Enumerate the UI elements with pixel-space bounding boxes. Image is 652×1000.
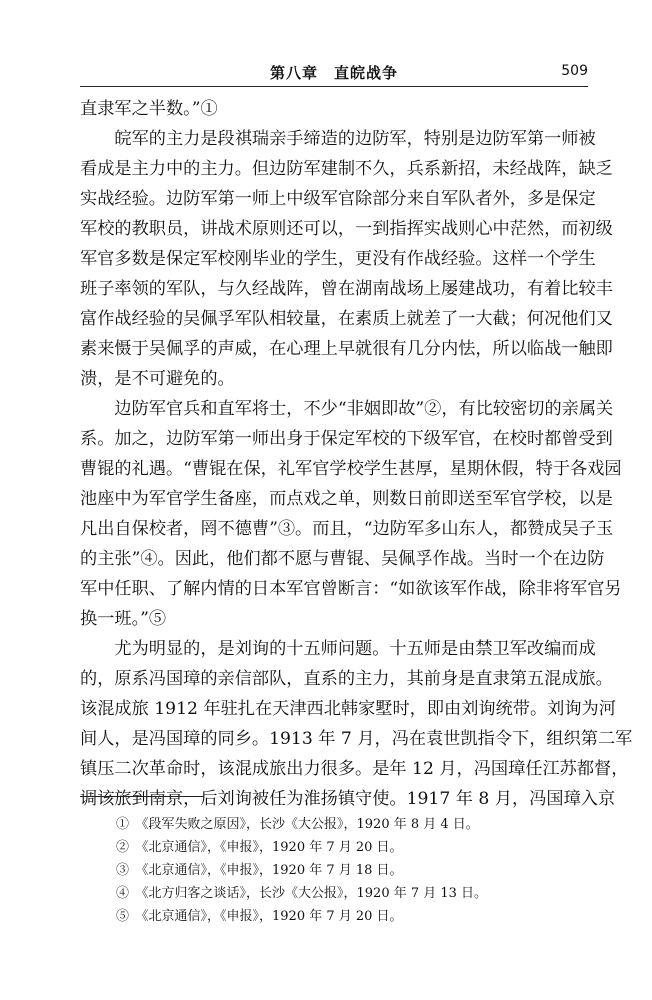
text-line: 间人，是冯国璋的同乡。1913 年 7 月，冯在袁世凯指令下，组织第二军 [80, 729, 633, 749]
text-line: 实战经验。边防军第一师上中级军官除部分来自军队者外，多是保定 [80, 189, 596, 209]
text-line: 调该旅到南京，后刘询被任为淮扬镇守使。1917 年 8 月，冯国璋入京 [80, 789, 616, 809]
text-line: 皖军的主力是段祺瑞亲手缔造的边防军，特别是边防军第一师被 [80, 129, 596, 149]
text-line: 换一班。”⑤ [80, 609, 167, 629]
text-line: 直隶军之半数。”① [80, 99, 218, 119]
text-line: 的主张”④。因此，他们都不愿与曹锟、吴佩孚作战。当时一个在边防 [80, 549, 605, 569]
text-line: 看成是主力中的主力。但边防军建制不久，兵系新招，未经战阵，缺乏 [80, 159, 613, 179]
footnote: ② 《北京通信》，《申报》，1920 年 7 月 20 日。 [116, 840, 403, 855]
text-line: 凡出自保校者，罔不德曹”③。而且，“边防军多山东人，都赞成吴子玉 [80, 519, 614, 539]
text-line: 的，原系冯国璋的亲信部队，直系的主力，其前身是直隶第五混成旅。 [80, 669, 613, 689]
text-line: 军校的教职员，讲战术原则还可以，一到指挥实战则心中茫然，而初级 [80, 219, 613, 239]
footnote: ⑤ 《北京通信》，《申报》，1920 年 7 月 20 日。 [116, 909, 403, 924]
footnote-divider [80, 796, 204, 797]
text-line: 系。加之，边防军第一师出身于保定军校的下级军官，在校时都曾受到 [80, 429, 613, 449]
text-line: 富作战经验的吴佩孚军队相较量，在素质上就差了一大截；何况他们又 [80, 309, 613, 329]
footnote: ③ 《北京通信》，《申报》，1920 年 7 月 18 日。 [116, 863, 403, 878]
text-line: 素来慑于吴佩孚的声威，在心理上早就很有几分内怯，所以临战一触即 [80, 339, 613, 359]
footnotes [116, 813, 586, 928]
chapter-title: 第八章 直皖战争 [269, 64, 398, 82]
text-line: 池座中为军官学生备座，而点戏之单，则数日前即送至军官学校，以是 [80, 489, 613, 509]
main-text [80, 94, 633, 814]
text-line: 该混成旅 1912 年驻扎在天津西北韩家墅时，即由刘询统带。刘询为河 [80, 699, 616, 719]
text-line: 班子率领的军队，与久经战阵，曾在湖南战场上屡建战功，有着比较丰 [80, 279, 613, 299]
text-line: 溃，是不可避免的。 [80, 369, 235, 389]
footnote: ① 《段军失败之原因》，长沙《大公报》，1920 年 8 月 4 日。 [116, 817, 479, 832]
text-line: 镇压二次革命时，该混成旅出力很多。是年 12 月，冯国璋任江苏都督， [80, 759, 629, 779]
running-header [80, 60, 588, 87]
page-number: 509 [561, 63, 588, 79]
footnote: ④ 《北方归客之谈话》，长沙《大公报》，1920 年 7 月 13 日。 [116, 886, 488, 901]
text-line: 曹锟的礼遇。“曹锟在保，礼军官学校学生甚厚，星期休假，特于各戏园 [80, 459, 622, 479]
text-line: 尤为明显的，是刘询的十五师问题。十五师是由禁卫军改编而成 [80, 639, 596, 659]
text-line: 边防军官兵和直军将士，不少“非姻即故”②，有比较密切的亲属关 [80, 399, 614, 419]
text-line: 军中任职、了解内情的日本军官曾断言：“如欲该军作战，除非将军官另 [80, 579, 622, 599]
text-line: 军官多数是保定军校刚毕业的学生，更没有作战经验。这样一个学生 [80, 249, 596, 269]
